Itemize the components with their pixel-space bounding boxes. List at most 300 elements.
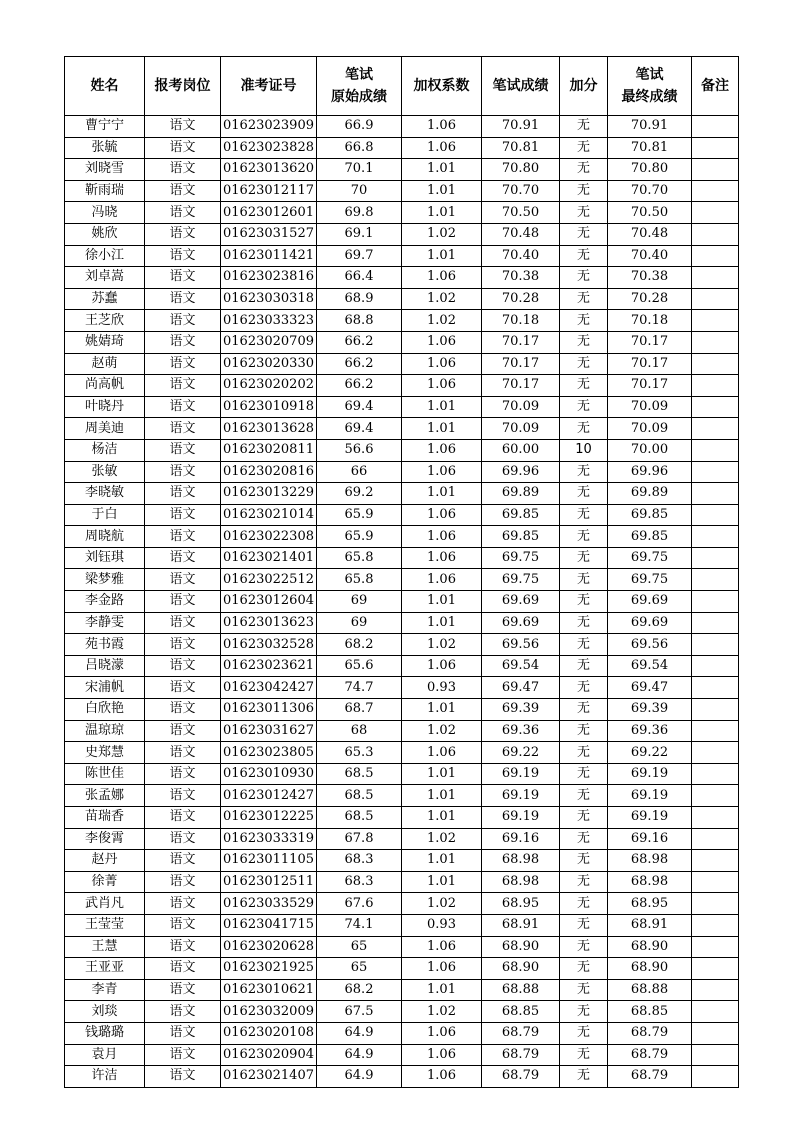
cell-raw-score: 65.9 <box>317 526 402 548</box>
cell-name: 张毓 <box>65 137 145 159</box>
table-row <box>65 310 739 332</box>
cell-remark <box>692 591 739 613</box>
cell-name: 赵丹 <box>65 850 145 872</box>
cell-position: 语文 <box>145 461 221 483</box>
cell-final-score: 68.85 <box>608 1001 692 1023</box>
cell-weight: 1.01 <box>402 418 482 440</box>
header-exam-id: 准考证号 <box>221 57 317 116</box>
cell-exam-id: 01623011306 <box>221 699 317 721</box>
cell-remark <box>692 914 739 936</box>
cell-remark <box>692 979 739 1001</box>
cell-bonus: 无 <box>560 677 608 699</box>
cell-weight: 1.01 <box>402 245 482 267</box>
cell-name: 徐菁 <box>65 871 145 893</box>
cell-exam-id: 01623020628 <box>221 936 317 958</box>
cell-written-score: 69.85 <box>482 526 560 548</box>
table-row <box>65 461 739 483</box>
cell-written-score: 68.90 <box>482 958 560 980</box>
cell-written-score: 60.00 <box>482 439 560 461</box>
cell-remark <box>692 245 739 267</box>
cell-remark <box>692 526 739 548</box>
cell-raw-score: 69.8 <box>317 202 402 224</box>
cell-weight: 1.06 <box>402 267 482 289</box>
cell-final-score: 70.09 <box>608 396 692 418</box>
cell-final-score: 68.79 <box>608 1066 692 1088</box>
table-row <box>65 763 739 785</box>
cell-raw-score: 68.5 <box>317 807 402 829</box>
cell-remark <box>692 418 739 440</box>
cell-written-score: 69.56 <box>482 634 560 656</box>
cell-raw-score: 64.9 <box>317 1022 402 1044</box>
cell-name: 靳雨瑞 <box>65 180 145 202</box>
cell-final-score: 70.70 <box>608 180 692 202</box>
cell-name: 许洁 <box>65 1066 145 1088</box>
cell-weight: 1.01 <box>402 763 482 785</box>
cell-bonus: 无 <box>560 353 608 375</box>
cell-raw-score: 68.2 <box>317 979 402 1001</box>
cell-written-score: 69.47 <box>482 677 560 699</box>
cell-bonus: 无 <box>560 612 608 634</box>
cell-final-score: 70.00 <box>608 439 692 461</box>
table-row <box>65 439 739 461</box>
cell-final-score: 68.90 <box>608 936 692 958</box>
table-row <box>65 137 739 159</box>
table-row <box>65 396 739 418</box>
cell-raw-score: 69 <box>317 591 402 613</box>
cell-name: 王莹莹 <box>65 914 145 936</box>
cell-position: 语文 <box>145 850 221 872</box>
cell-position: 语文 <box>145 655 221 677</box>
cell-weight: 1.01 <box>402 807 482 829</box>
cell-final-score: 70.81 <box>608 137 692 159</box>
cell-name: 陈世佳 <box>65 763 145 785</box>
cell-weight: 1.01 <box>402 785 482 807</box>
cell-position: 语文 <box>145 936 221 958</box>
cell-raw-score: 66 <box>317 461 402 483</box>
cell-written-score: 68.88 <box>482 979 560 1001</box>
cell-position: 语文 <box>145 742 221 764</box>
cell-raw-score: 56.6 <box>317 439 402 461</box>
cell-raw-score: 66.8 <box>317 137 402 159</box>
cell-name: 梁梦雅 <box>65 569 145 591</box>
cell-exam-id: 01623012427 <box>221 785 317 807</box>
cell-written-score: 69.36 <box>482 720 560 742</box>
cell-position: 语文 <box>145 893 221 915</box>
cell-bonus: 无 <box>560 461 608 483</box>
cell-position: 语文 <box>145 483 221 505</box>
cell-name: 李静雯 <box>65 612 145 634</box>
cell-position: 语文 <box>145 202 221 224</box>
cell-written-score: 70.40 <box>482 245 560 267</box>
cell-raw-score: 65 <box>317 958 402 980</box>
cell-name: 李金路 <box>65 591 145 613</box>
cell-weight: 1.02 <box>402 310 482 332</box>
cell-bonus: 无 <box>560 180 608 202</box>
cell-final-score: 69.36 <box>608 720 692 742</box>
cell-final-score: 69.16 <box>608 828 692 850</box>
cell-final-score: 69.69 <box>608 612 692 634</box>
cell-final-score: 70.28 <box>608 288 692 310</box>
score-document <box>64 56 738 1088</box>
cell-remark <box>692 267 739 289</box>
cell-name: 李俊霄 <box>65 828 145 850</box>
cell-bonus: 无 <box>560 785 608 807</box>
cell-position: 语文 <box>145 396 221 418</box>
cell-name: 冯晓 <box>65 202 145 224</box>
cell-written-score: 68.90 <box>482 936 560 958</box>
cell-remark <box>692 547 739 569</box>
cell-weight: 1.06 <box>402 655 482 677</box>
table-row <box>65 331 739 353</box>
cell-position: 语文 <box>145 180 221 202</box>
cell-bonus: 无 <box>560 958 608 980</box>
cell-weight: 1.06 <box>402 375 482 397</box>
cell-weight: 1.06 <box>402 742 482 764</box>
cell-position: 语文 <box>145 612 221 634</box>
cell-raw-score: 70.1 <box>317 159 402 181</box>
cell-bonus: 无 <box>560 807 608 829</box>
cell-remark <box>692 742 739 764</box>
cell-raw-score: 65.8 <box>317 569 402 591</box>
cell-position: 语文 <box>145 288 221 310</box>
cell-final-score: 70.40 <box>608 245 692 267</box>
cell-position: 语文 <box>145 1001 221 1023</box>
cell-raw-score: 67.5 <box>317 1001 402 1023</box>
cell-bonus: 无 <box>560 483 608 505</box>
cell-final-score: 70.38 <box>608 267 692 289</box>
cell-position: 语文 <box>145 871 221 893</box>
cell-remark <box>692 720 739 742</box>
cell-raw-score: 65.3 <box>317 742 402 764</box>
cell-raw-score: 68 <box>317 720 402 742</box>
cell-exam-id: 01623032009 <box>221 1001 317 1023</box>
cell-weight: 1.02 <box>402 828 482 850</box>
cell-exam-id: 01623023816 <box>221 267 317 289</box>
cell-weight: 1.06 <box>402 461 482 483</box>
cell-weight: 1.06 <box>402 439 482 461</box>
cell-name: 李晓敏 <box>65 483 145 505</box>
cell-bonus: 无 <box>560 116 608 138</box>
header-name: 姓名 <box>65 57 145 116</box>
cell-weight: 1.01 <box>402 483 482 505</box>
header-final-score-line1: 笔试 <box>635 67 664 83</box>
table-row <box>65 202 739 224</box>
cell-raw-score: 66.2 <box>317 353 402 375</box>
cell-written-score: 70.81 <box>482 137 560 159</box>
cell-exam-id: 01623023805 <box>221 742 317 764</box>
cell-bonus: 无 <box>560 569 608 591</box>
cell-bonus: 无 <box>560 763 608 785</box>
cell-remark <box>692 785 739 807</box>
cell-weight: 1.01 <box>402 850 482 872</box>
cell-position: 语文 <box>145 1044 221 1066</box>
cell-written-score: 68.79 <box>482 1022 560 1044</box>
cell-exam-id: 01623011421 <box>221 245 317 267</box>
cell-final-score: 69.22 <box>608 742 692 764</box>
cell-weight: 1.01 <box>402 591 482 613</box>
cell-exam-id: 01623013623 <box>221 612 317 634</box>
cell-remark <box>692 439 739 461</box>
cell-raw-score: 66.2 <box>317 375 402 397</box>
cell-bonus: 无 <box>560 871 608 893</box>
cell-remark <box>692 137 739 159</box>
cell-written-score: 68.79 <box>482 1066 560 1088</box>
cell-position: 语文 <box>145 763 221 785</box>
cell-exam-id: 01623033529 <box>221 893 317 915</box>
cell-final-score: 69.85 <box>608 526 692 548</box>
cell-raw-score: 68.8 <box>317 310 402 332</box>
header-raw-score <box>317 57 402 116</box>
cell-raw-score: 64.9 <box>317 1044 402 1066</box>
cell-bonus: 无 <box>560 979 608 1001</box>
cell-remark <box>692 396 739 418</box>
cell-bonus: 无 <box>560 850 608 872</box>
cell-remark <box>692 159 739 181</box>
table-row <box>65 807 739 829</box>
cell-weight: 1.02 <box>402 634 482 656</box>
cell-written-score: 69.75 <box>482 569 560 591</box>
cell-final-score: 69.89 <box>608 483 692 505</box>
cell-final-score: 69.54 <box>608 655 692 677</box>
cell-weight: 1.02 <box>402 288 482 310</box>
score-table <box>64 56 739 1088</box>
cell-written-score: 70.17 <box>482 375 560 397</box>
cell-position: 语文 <box>145 828 221 850</box>
cell-remark <box>692 1022 739 1044</box>
cell-remark <box>692 116 739 138</box>
cell-weight: 1.06 <box>402 137 482 159</box>
table-row <box>65 699 739 721</box>
cell-name: 姚欣 <box>65 223 145 245</box>
table-row <box>65 569 739 591</box>
cell-name: 刘晓雪 <box>65 159 145 181</box>
cell-remark <box>692 1044 739 1066</box>
cell-raw-score: 69.2 <box>317 483 402 505</box>
cell-position: 语文 <box>145 137 221 159</box>
cell-weight: 1.06 <box>402 526 482 548</box>
cell-bonus: 无 <box>560 914 608 936</box>
cell-written-score: 70.17 <box>482 353 560 375</box>
table-row <box>65 288 739 310</box>
cell-written-score: 68.95 <box>482 893 560 915</box>
cell-position: 语文 <box>145 353 221 375</box>
cell-final-score: 70.18 <box>608 310 692 332</box>
cell-name: 刘钰琪 <box>65 547 145 569</box>
cell-bonus: 无 <box>560 699 608 721</box>
cell-weight: 1.01 <box>402 871 482 893</box>
cell-position: 语文 <box>145 504 221 526</box>
table-row <box>65 655 739 677</box>
cell-remark <box>692 353 739 375</box>
cell-written-score: 69.19 <box>482 763 560 785</box>
cell-remark <box>692 828 739 850</box>
cell-written-score: 68.85 <box>482 1001 560 1023</box>
cell-bonus: 无 <box>560 1066 608 1088</box>
table-row <box>65 1022 739 1044</box>
cell-final-score: 68.79 <box>608 1022 692 1044</box>
table-row <box>65 893 739 915</box>
table-row <box>65 418 739 440</box>
cell-exam-id: 01623010930 <box>221 763 317 785</box>
cell-name: 李青 <box>65 979 145 1001</box>
cell-remark <box>692 958 739 980</box>
cell-written-score: 69.89 <box>482 483 560 505</box>
cell-position: 语文 <box>145 375 221 397</box>
cell-raw-score: 69.7 <box>317 245 402 267</box>
cell-written-score: 68.98 <box>482 871 560 893</box>
cell-exam-id: 01623010918 <box>221 396 317 418</box>
cell-final-score: 68.79 <box>608 1044 692 1066</box>
cell-position: 语文 <box>145 526 221 548</box>
cell-exam-id: 01623033323 <box>221 310 317 332</box>
cell-exam-id: 01623013628 <box>221 418 317 440</box>
cell-bonus: 无 <box>560 288 608 310</box>
cell-raw-score: 66.2 <box>317 331 402 353</box>
cell-weight: 1.06 <box>402 504 482 526</box>
cell-remark <box>692 655 739 677</box>
cell-name: 杨洁 <box>65 439 145 461</box>
cell-written-score: 68.79 <box>482 1044 560 1066</box>
cell-raw-score: 65.8 <box>317 547 402 569</box>
cell-remark <box>692 699 739 721</box>
cell-exam-id: 01623020811 <box>221 439 317 461</box>
cell-exam-id: 01623012511 <box>221 871 317 893</box>
cell-remark <box>692 504 739 526</box>
cell-raw-score: 65.9 <box>317 504 402 526</box>
cell-name: 赵萌 <box>65 353 145 375</box>
cell-written-score: 70.09 <box>482 418 560 440</box>
table-row <box>65 353 739 375</box>
cell-raw-score: 69.4 <box>317 418 402 440</box>
cell-name: 王芝欣 <box>65 310 145 332</box>
cell-position: 语文 <box>145 223 221 245</box>
cell-bonus: 无 <box>560 223 608 245</box>
table-row <box>65 979 739 1001</box>
cell-remark <box>692 807 739 829</box>
cell-exam-id: 01623020330 <box>221 353 317 375</box>
cell-remark <box>692 763 739 785</box>
cell-final-score: 69.85 <box>608 504 692 526</box>
cell-final-score: 69.19 <box>608 763 692 785</box>
cell-final-score: 69.39 <box>608 699 692 721</box>
cell-bonus: 无 <box>560 591 608 613</box>
cell-position: 语文 <box>145 116 221 138</box>
cell-raw-score: 74.7 <box>317 677 402 699</box>
table-row <box>65 1044 739 1066</box>
cell-final-score: 68.98 <box>608 871 692 893</box>
cell-exam-id: 01623020816 <box>221 461 317 483</box>
cell-written-score: 70.18 <box>482 310 560 332</box>
cell-name: 刘琰 <box>65 1001 145 1023</box>
cell-raw-score: 69 <box>317 612 402 634</box>
cell-raw-score: 67.6 <box>317 893 402 915</box>
cell-raw-score: 65 <box>317 936 402 958</box>
cell-weight: 1.06 <box>402 547 482 569</box>
cell-remark <box>692 375 739 397</box>
cell-name: 尚高帆 <box>65 375 145 397</box>
header-position: 报考岗位 <box>145 57 221 116</box>
cell-exam-id: 01623032528 <box>221 634 317 656</box>
cell-raw-score: 68.3 <box>317 871 402 893</box>
cell-weight: 1.01 <box>402 612 482 634</box>
cell-position: 语文 <box>145 699 221 721</box>
cell-remark <box>692 310 739 332</box>
header-remarks: 备注 <box>692 57 739 116</box>
table-row <box>65 591 739 613</box>
cell-remark <box>692 893 739 915</box>
cell-weight: 0.93 <box>402 914 482 936</box>
cell-raw-score: 69.4 <box>317 396 402 418</box>
cell-final-score: 68.90 <box>608 958 692 980</box>
cell-bonus: 无 <box>560 159 608 181</box>
cell-exam-id: 01623013229 <box>221 483 317 505</box>
cell-exam-id: 01623042427 <box>221 677 317 699</box>
cell-final-score: 70.91 <box>608 116 692 138</box>
cell-bonus: 无 <box>560 547 608 569</box>
cell-weight: 1.06 <box>402 1066 482 1088</box>
cell-name: 苗瑞香 <box>65 807 145 829</box>
table-row <box>65 634 739 656</box>
cell-final-score: 70.17 <box>608 331 692 353</box>
cell-weight: 1.01 <box>402 699 482 721</box>
cell-raw-score: 68.9 <box>317 288 402 310</box>
cell-remark <box>692 612 739 634</box>
cell-exam-id: 01623022308 <box>221 526 317 548</box>
cell-raw-score: 67.8 <box>317 828 402 850</box>
cell-remark <box>692 677 739 699</box>
cell-exam-id: 01623020904 <box>221 1044 317 1066</box>
cell-written-score: 69.75 <box>482 547 560 569</box>
cell-raw-score: 65.6 <box>317 655 402 677</box>
cell-bonus: 无 <box>560 655 608 677</box>
cell-name: 叶晓丹 <box>65 396 145 418</box>
cell-final-score: 70.80 <box>608 159 692 181</box>
cell-final-score: 68.91 <box>608 914 692 936</box>
cell-name: 袁月 <box>65 1044 145 1066</box>
cell-exam-id: 01623012117 <box>221 180 317 202</box>
cell-remark <box>692 1066 739 1088</box>
cell-weight: 1.01 <box>402 979 482 1001</box>
cell-exam-id: 01623012601 <box>221 202 317 224</box>
table-row <box>65 116 739 138</box>
cell-position: 语文 <box>145 569 221 591</box>
cell-exam-id: 01623031627 <box>221 720 317 742</box>
header-row <box>65 57 739 116</box>
cell-weight: 0.93 <box>402 677 482 699</box>
cell-bonus: 无 <box>560 331 608 353</box>
cell-exam-id: 01623041715 <box>221 914 317 936</box>
cell-bonus: 无 <box>560 936 608 958</box>
cell-remark <box>692 461 739 483</box>
cell-raw-score: 68.3 <box>317 850 402 872</box>
cell-bonus: 无 <box>560 1022 608 1044</box>
cell-raw-score: 68.5 <box>317 785 402 807</box>
table-row <box>65 828 739 850</box>
table-row <box>65 483 739 505</box>
cell-remark <box>692 223 739 245</box>
cell-exam-id: 01623033319 <box>221 828 317 850</box>
cell-written-score: 70.70 <box>482 180 560 202</box>
cell-weight: 1.01 <box>402 180 482 202</box>
cell-exam-id: 01623010621 <box>221 979 317 1001</box>
cell-remark <box>692 1001 739 1023</box>
cell-raw-score: 70 <box>317 180 402 202</box>
cell-final-score: 69.75 <box>608 547 692 569</box>
table-row <box>65 1066 739 1088</box>
cell-bonus: 无 <box>560 375 608 397</box>
cell-written-score: 70.28 <box>482 288 560 310</box>
table-row <box>65 1001 739 1023</box>
